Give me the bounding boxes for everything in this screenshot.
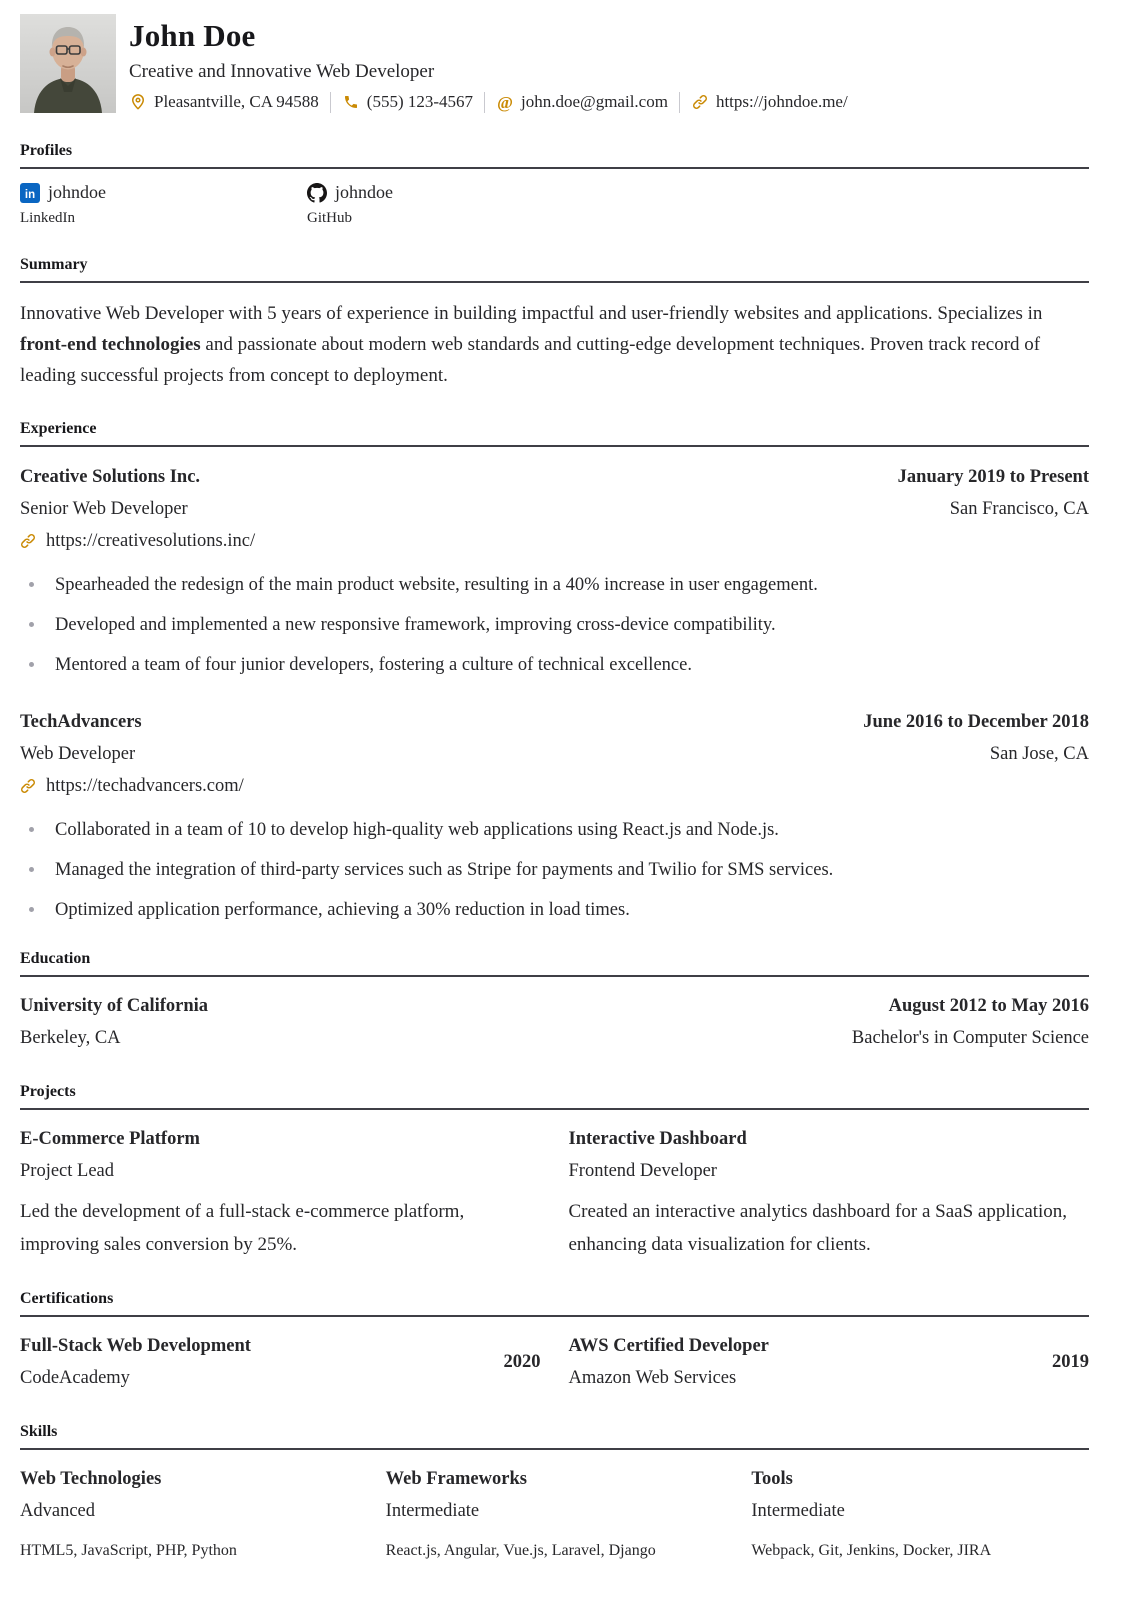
email-icon: @ (497, 92, 513, 112)
job-url-text: https://creativesolutions.inc/ (46, 531, 256, 551)
contact-email[interactable] (496, 92, 668, 112)
certification-issuer: Amazon Web Services (568, 1368, 737, 1388)
job-company: Creative Solutions Inc. (20, 467, 201, 487)
contact-location-text: Pleasantville, CA 94588 (154, 92, 319, 112)
projects-heading: Projects (20, 1083, 1089, 1110)
summary-bold-phrase: front-end technologies (20, 334, 201, 355)
job-bullet (20, 899, 1089, 921)
profile-github (307, 182, 594, 227)
contact-website-text: https://johndoe.me/ (715, 92, 848, 112)
project-role: Project Lead (20, 1161, 114, 1181)
project-name: E-Commerce Platform (20, 1129, 200, 1149)
project-item (20, 1123, 541, 1261)
summary-text-before: Innovative Web Developer with 5 years of experience in building impactful and user-friendly websites and applications. Specializes in (20, 303, 1043, 324)
education-entry (20, 990, 1089, 1054)
skill-keywords: HTML5, JavaScript, PHP, Python (20, 1542, 237, 1559)
education-location: Berkeley, CA (20, 1028, 121, 1048)
job-bullet (20, 859, 1089, 881)
summary-text-after: and passionate about modern web standards and cutting-edge development techniques. Proven track record of leading successful projects from concept to deployment. (20, 334, 1041, 386)
experience-entry (20, 461, 1089, 676)
skill-level: Intermediate (385, 1501, 480, 1521)
skills-heading: Skills (20, 1423, 1089, 1450)
job-dates: January 2019 to Present (897, 467, 1089, 487)
job-company: TechAdvancers (20, 712, 142, 732)
bullet-dot-icon (29, 582, 34, 587)
bullet-dot-icon (29, 867, 34, 872)
contact-separator (484, 92, 485, 113)
project-role: Frontend Developer (568, 1161, 717, 1181)
job-dates: June 2016 to December 2018 (863, 712, 1089, 732)
certification-name: AWS Certified Developer (568, 1336, 769, 1356)
contact-phone (342, 92, 473, 112)
skill-keywords: Webpack, Git, Jenkins, Docker, JIRA (751, 1542, 992, 1559)
contact-email-text: john.doe@gmail.com (521, 92, 668, 112)
education-heading: Education (20, 950, 1089, 977)
certification-name: Full-Stack Web Development (20, 1336, 251, 1356)
certification-year: 2020 (503, 1351, 541, 1372)
bullet-dot-icon (29, 907, 34, 912)
job-url-text: https://techadvancers.com/ (46, 776, 244, 796)
skill-item (751, 1463, 1089, 1562)
svg-text:in: in (24, 188, 36, 201)
section-profiles (20, 142, 1089, 227)
job-bullet (20, 574, 1089, 596)
job-bullet (20, 819, 1089, 841)
contact-phone-text: (555) 123-4567 (366, 92, 474, 112)
profile-linkedin (20, 182, 307, 227)
project-item (569, 1123, 1090, 1261)
certifications-heading: Certifications (20, 1290, 1089, 1317)
summary-paragraph (20, 298, 1089, 391)
job-location: San Jose, CA (989, 744, 1089, 764)
job-bullet (20, 654, 1089, 676)
profile-username[interactable]: johndoe (335, 182, 393, 202)
profiles-heading: Profiles (20, 142, 1089, 169)
contact-website[interactable] (691, 92, 848, 112)
section-certifications (20, 1290, 1089, 1394)
section-experience (20, 420, 1089, 921)
section-projects (20, 1083, 1089, 1261)
certification-item (569, 1330, 1090, 1394)
bullet-dot-icon (29, 827, 34, 832)
link-icon (20, 778, 37, 795)
project-description: Created an interactive analytics dashboard for a SaaS application, enhancing data visualization for clients. (568, 1201, 1068, 1255)
resume-header (20, 14, 1089, 113)
job-bullets (20, 574, 1089, 676)
phone-icon (342, 93, 360, 111)
certification-issuer: CodeAcademy (20, 1368, 130, 1388)
experience-heading: Experience (20, 420, 1089, 447)
skill-level: Advanced (20, 1501, 95, 1521)
skill-level: Intermediate (751, 1501, 845, 1521)
education-dates: August 2012 to May 2016 (888, 996, 1089, 1016)
profile-network-label: LinkedIn (20, 210, 75, 226)
linkedin-icon (20, 183, 40, 203)
contact-row (129, 92, 848, 113)
job-bullet-text: Optimized application performance, achieving a 30% reduction in load times. (55, 900, 630, 920)
job-location: San Francisco, CA (949, 499, 1089, 519)
job-bullet (20, 614, 1089, 636)
skill-name: Web Technologies (20, 1469, 162, 1489)
bullet-dot-icon (29, 662, 34, 667)
job-bullet-text: Developed and implemented a new responsive framework, improving cross-device compatibility. (55, 615, 776, 635)
job-position: Senior Web Developer (20, 499, 188, 519)
summary-heading: Summary (20, 256, 1089, 283)
person-headline: Creative and Innovative Web Developer (129, 60, 435, 82)
skill-name: Tools (751, 1469, 793, 1489)
job-bullet-text: Mentored a team of four junior developers, fostering a culture of technical excellence. (55, 655, 692, 675)
project-description: Led the development of a full-stack e-commerce platform, improving sales conversion by 25%. (20, 1201, 465, 1255)
job-bullet-text: Collaborated in a team of 10 to develop high-quality web applications using React.js and Node.js. (55, 820, 779, 840)
skill-name: Web Frameworks (385, 1469, 527, 1489)
section-skills (20, 1423, 1089, 1562)
skill-keywords: React.js, Angular, Vue.js, Laravel, Django (385, 1542, 656, 1559)
job-url[interactable] (20, 770, 1089, 802)
person-name: John Doe (129, 18, 256, 53)
education-degree: Bachelor's in Computer Science (851, 1028, 1089, 1048)
location-icon (129, 93, 147, 111)
certification-year: 2019 (1052, 1351, 1089, 1372)
section-summary (20, 256, 1089, 391)
contact-separator (330, 92, 331, 113)
link-icon (691, 93, 709, 111)
job-bullets (20, 819, 1089, 921)
github-icon (307, 183, 327, 203)
profile-network-label: GitHub (307, 210, 352, 226)
section-education (20, 950, 1089, 1054)
education-school: University of California (20, 996, 209, 1016)
profile-photo (20, 14, 116, 113)
skill-item (20, 1463, 358, 1562)
project-name: Interactive Dashboard (568, 1129, 747, 1149)
contact-location (129, 92, 319, 112)
certification-item (20, 1330, 541, 1394)
bullet-dot-icon (29, 622, 34, 627)
job-position: Web Developer (20, 744, 136, 764)
link-icon (20, 533, 37, 550)
skill-item (386, 1463, 724, 1562)
experience-entry (20, 706, 1089, 921)
header-text (129, 14, 848, 113)
job-bullet-text: Managed the integration of third-party services such as Stripe for payments and Twilio for SMS services. (55, 860, 834, 880)
profile-username[interactable]: johndoe (48, 182, 106, 202)
job-url[interactable] (20, 525, 1089, 557)
job-bullet-text: Spearheaded the redesign of the main product website, resulting in a 40% increase in user engagement. (55, 575, 818, 595)
contact-separator (679, 92, 680, 113)
